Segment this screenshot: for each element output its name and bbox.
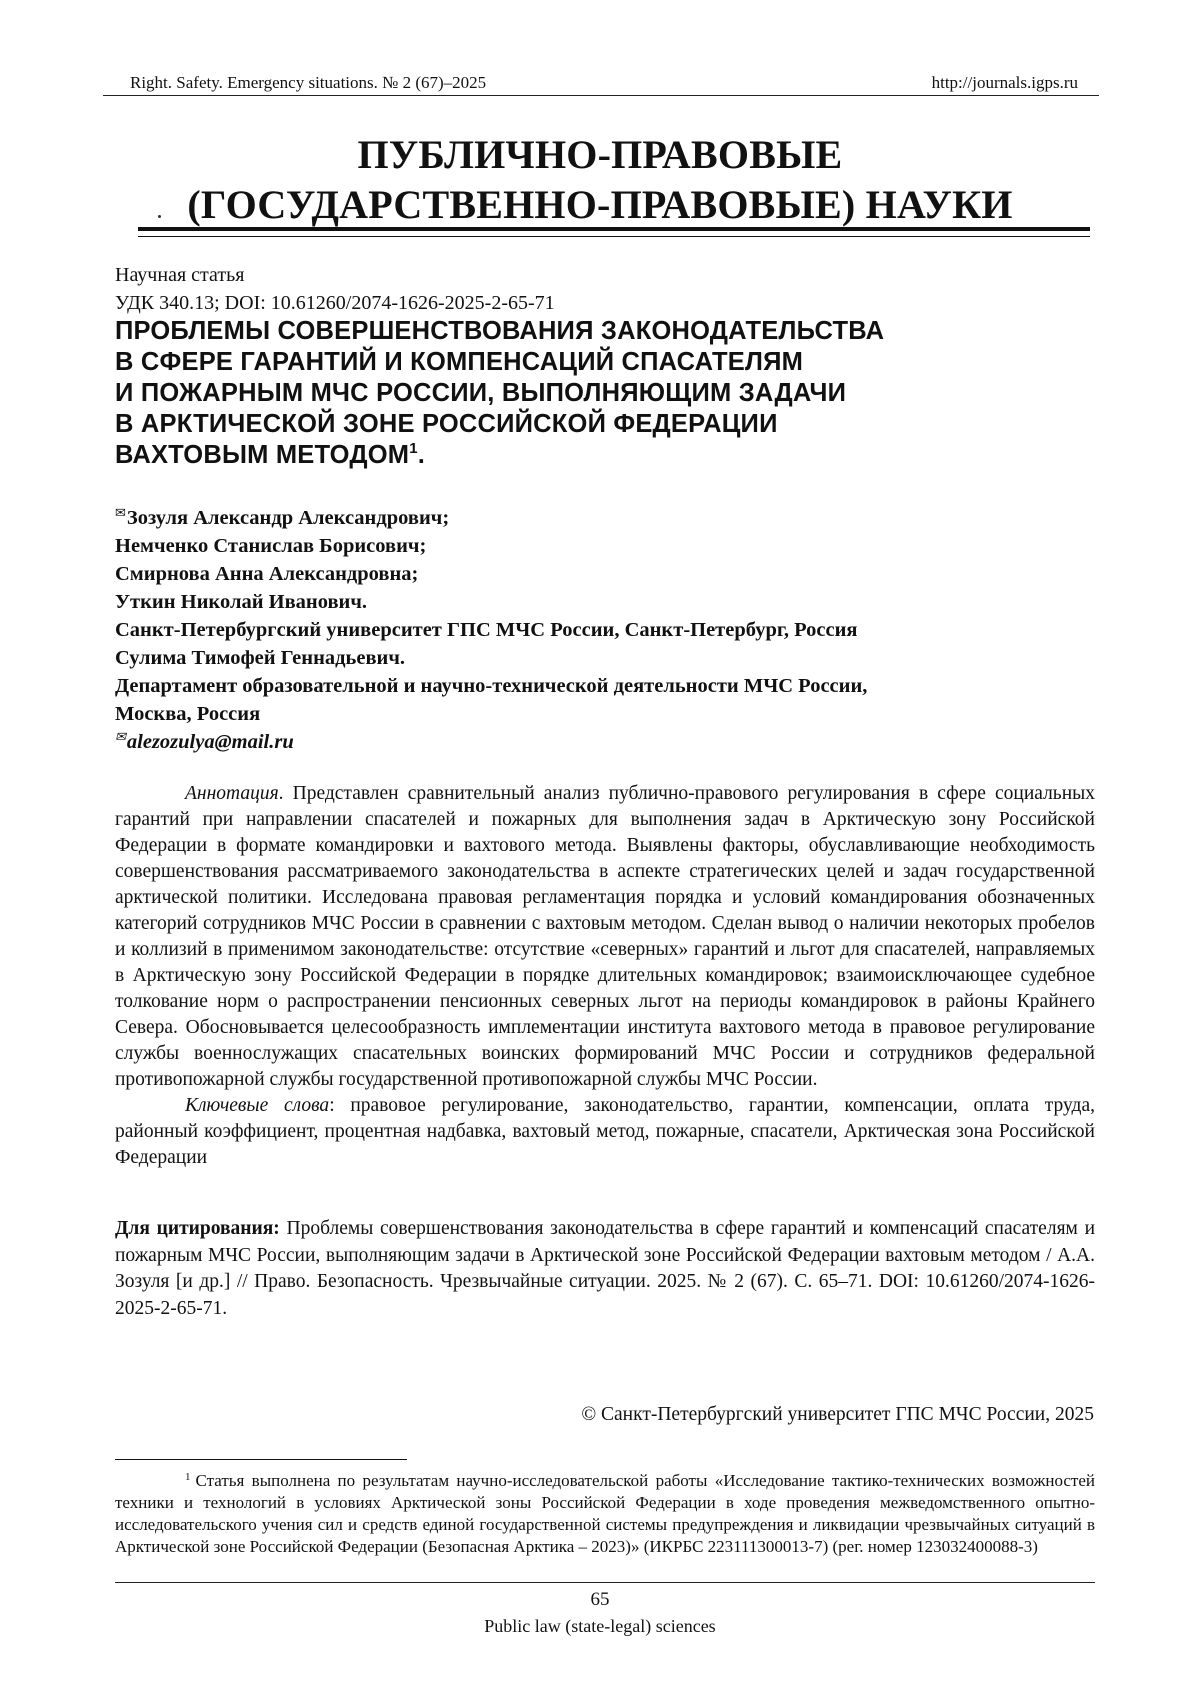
keywords-text: : правовое регулирование, законодательство, гарантии, компенсации, оплата труда, районный коэффициент, процентная надбавка, вахтовый метод, пожарные, спасатели, Арктическая зона Российской Федерации (115, 1095, 1095, 1168)
article-type: Научная статья (115, 264, 245, 286)
section-title-double-rule (138, 227, 1090, 240)
section-title (120, 130, 1080, 230)
copyright: © Санкт-Петербургский университет ГПС МЧС России, 2025 (581, 1404, 1094, 1425)
citation-text: Проблемы совершенствования законодательства в сфере гарантий и компенсаций спасателям и пожарным МЧС России, выполняющим задачи в Арктической зоне Российской Федерации вахтовым методом / А.А. Зозуля [и др.] // Право. Безопасность. Чрезвычайные ситуации. 2025. № 2 (67). С. 65–71. DOI: 10.61260/2074-1626-2025-2-65-71. (115, 1218, 1095, 1319)
author-email[interactable]: alezozulya@mail.ru (126, 731, 294, 753)
decorative-dot (158, 215, 161, 218)
footer-divider (115, 1582, 1095, 1583)
affiliation: Москва, Россия (115, 703, 261, 725)
article-title-last-line (115, 440, 1055, 471)
journal-name: Right. Safety. Emergency situations. № 2 (67)–2025 (130, 73, 487, 92)
page-number: 65 (590, 1589, 610, 1610)
keywords (115, 1093, 1095, 1171)
footnote-text: Статья выполнена по результатам научно-исследовательской работы «Исследование тактико-технических возможностей техники и технологий в условиях Арктической зоны Российской Федерации в ходе проведения межведомственного опытно-исследовательского учения сил и средств единой государственной системы предупреждения и ликвидации чрезвычайных ситуаций в Арктической зоне Российской Федерации (Безопасная Арктика – 2023)» (ИКРБС 223111300013-7) (рег. номер 123032400088-3) (115, 1471, 1095, 1556)
journal-url[interactable]: http://journals.igps.ru (931, 73, 1078, 92)
abstract (115, 781, 1095, 1093)
article-title-line: ПРОБЛЕМЫ СОВЕРШЕНСТВОВАНИЯ ЗАКОНОДАТЕЛЬСТВА (115, 317, 885, 345)
abstract-label: Аннотация (185, 783, 279, 804)
authors-block (115, 504, 1095, 756)
thin-rule (138, 236, 1090, 237)
title-period: . (417, 441, 426, 469)
affiliation: Санкт-Петербургский университет ГПС МЧС России, Санкт-Петербург, Россия (115, 619, 858, 641)
citation (115, 1216, 1095, 1322)
article-title-line: В СФЕРЕ ГАРАНТИЙ И КОМПЕНСАЦИЙ СПАСАТЕЛЯМ (115, 348, 804, 376)
affiliation: Департамент образовательной и научно-технической деятельности МЧС России, (115, 675, 868, 697)
author-name: Сулима Тимофей Геннадьевич. (115, 647, 406, 669)
author-name: Немченко Станислав Борисович; (115, 535, 427, 557)
article-title-line: И ПОЖАРНЫМ МЧС РОССИИ, ВЫПОЛНЯЮЩИМ ЗАДАЧИ (115, 379, 847, 407)
footnote-ref[interactable]: 1 (409, 440, 418, 457)
author-name: Уткин Николай Иванович. (115, 591, 368, 613)
author-name: Зозуля Александр Александрович; (126, 507, 450, 529)
abstract-text: . Представлен сравнительный анализ публично-правового регулирования в сфере социальных гарантий при направлении спасателей и пожарных для выполнения задач в Арктическую зону Российской Федерации в формате командировки и вахтового метода. Выявлены факторы, обуславливающие необходимость совершенствования рассматриваемого законодательства в аспекте стратегических целей и задач государственной арктической политики. Исследована правовая регламентация порядка и условий командирования обозначенных категорий сотрудников МЧС России в сравнении с вахтовым методом. Сделан вывод о наличии некоторых пробелов и коллизий в применимом законодательстве: отсутствие «северных» гарантий и льгот для спасателей, направляемых в Арктическую зону Российской Федерации в порядке длительных командировок; взаимоисключающее судебное толкование норм о распространении пенсионных северных льгот на периоды командировок в районы Крайнего Севера. Обосновывается целесообразность имплементации института вахтового метода в правовое регулирование службы военнослужащих спасательных воинских формирований МЧС России и сотрудников федеральной противопожарной службы государственной противопожарной службы МЧС России. (115, 783, 1095, 1090)
citation-label: Для цитирования: (115, 1218, 280, 1239)
keywords-label: Ключевые слова (185, 1095, 330, 1116)
author-name: Смирнова Анна Александровна; (115, 563, 419, 585)
footnote-paragraph (115, 1470, 1095, 1558)
section-title-line1: ПУБЛИЧНО-ПРАВОВЫЕ (357, 132, 843, 177)
email-line (115, 728, 1095, 756)
article-title-line: В АРКТИЧЕСКОЙ ЗОНЕ РОССИЙСКОЙ ФЕДЕРАЦИИ (115, 410, 778, 438)
footer-section-label: Public law (state-legal) sciences (484, 1616, 716, 1636)
envelope-icon: ✉ (115, 729, 126, 744)
article-title-line: ВАХТОВЫМ МЕТОДОМ (115, 441, 410, 469)
section-title-line2: (ГОСУДАРСТВЕННО-ПРАВОВЫЕ) НАУКИ (187, 182, 1013, 227)
envelope-icon: ✉ (115, 505, 126, 520)
header-divider (103, 95, 1099, 96)
article-title (115, 316, 1055, 471)
abstract-block (115, 781, 1095, 1171)
udc-doi: УДК 340.13; DOI: 10.61260/2074-1626-2025-2-65-71 (115, 292, 555, 314)
author-line (115, 504, 1095, 532)
footnote-divider (115, 1459, 407, 1460)
footnote-mark: 1 (185, 1471, 191, 1483)
footnote (115, 1470, 1095, 1558)
thick-rule (138, 227, 1090, 231)
